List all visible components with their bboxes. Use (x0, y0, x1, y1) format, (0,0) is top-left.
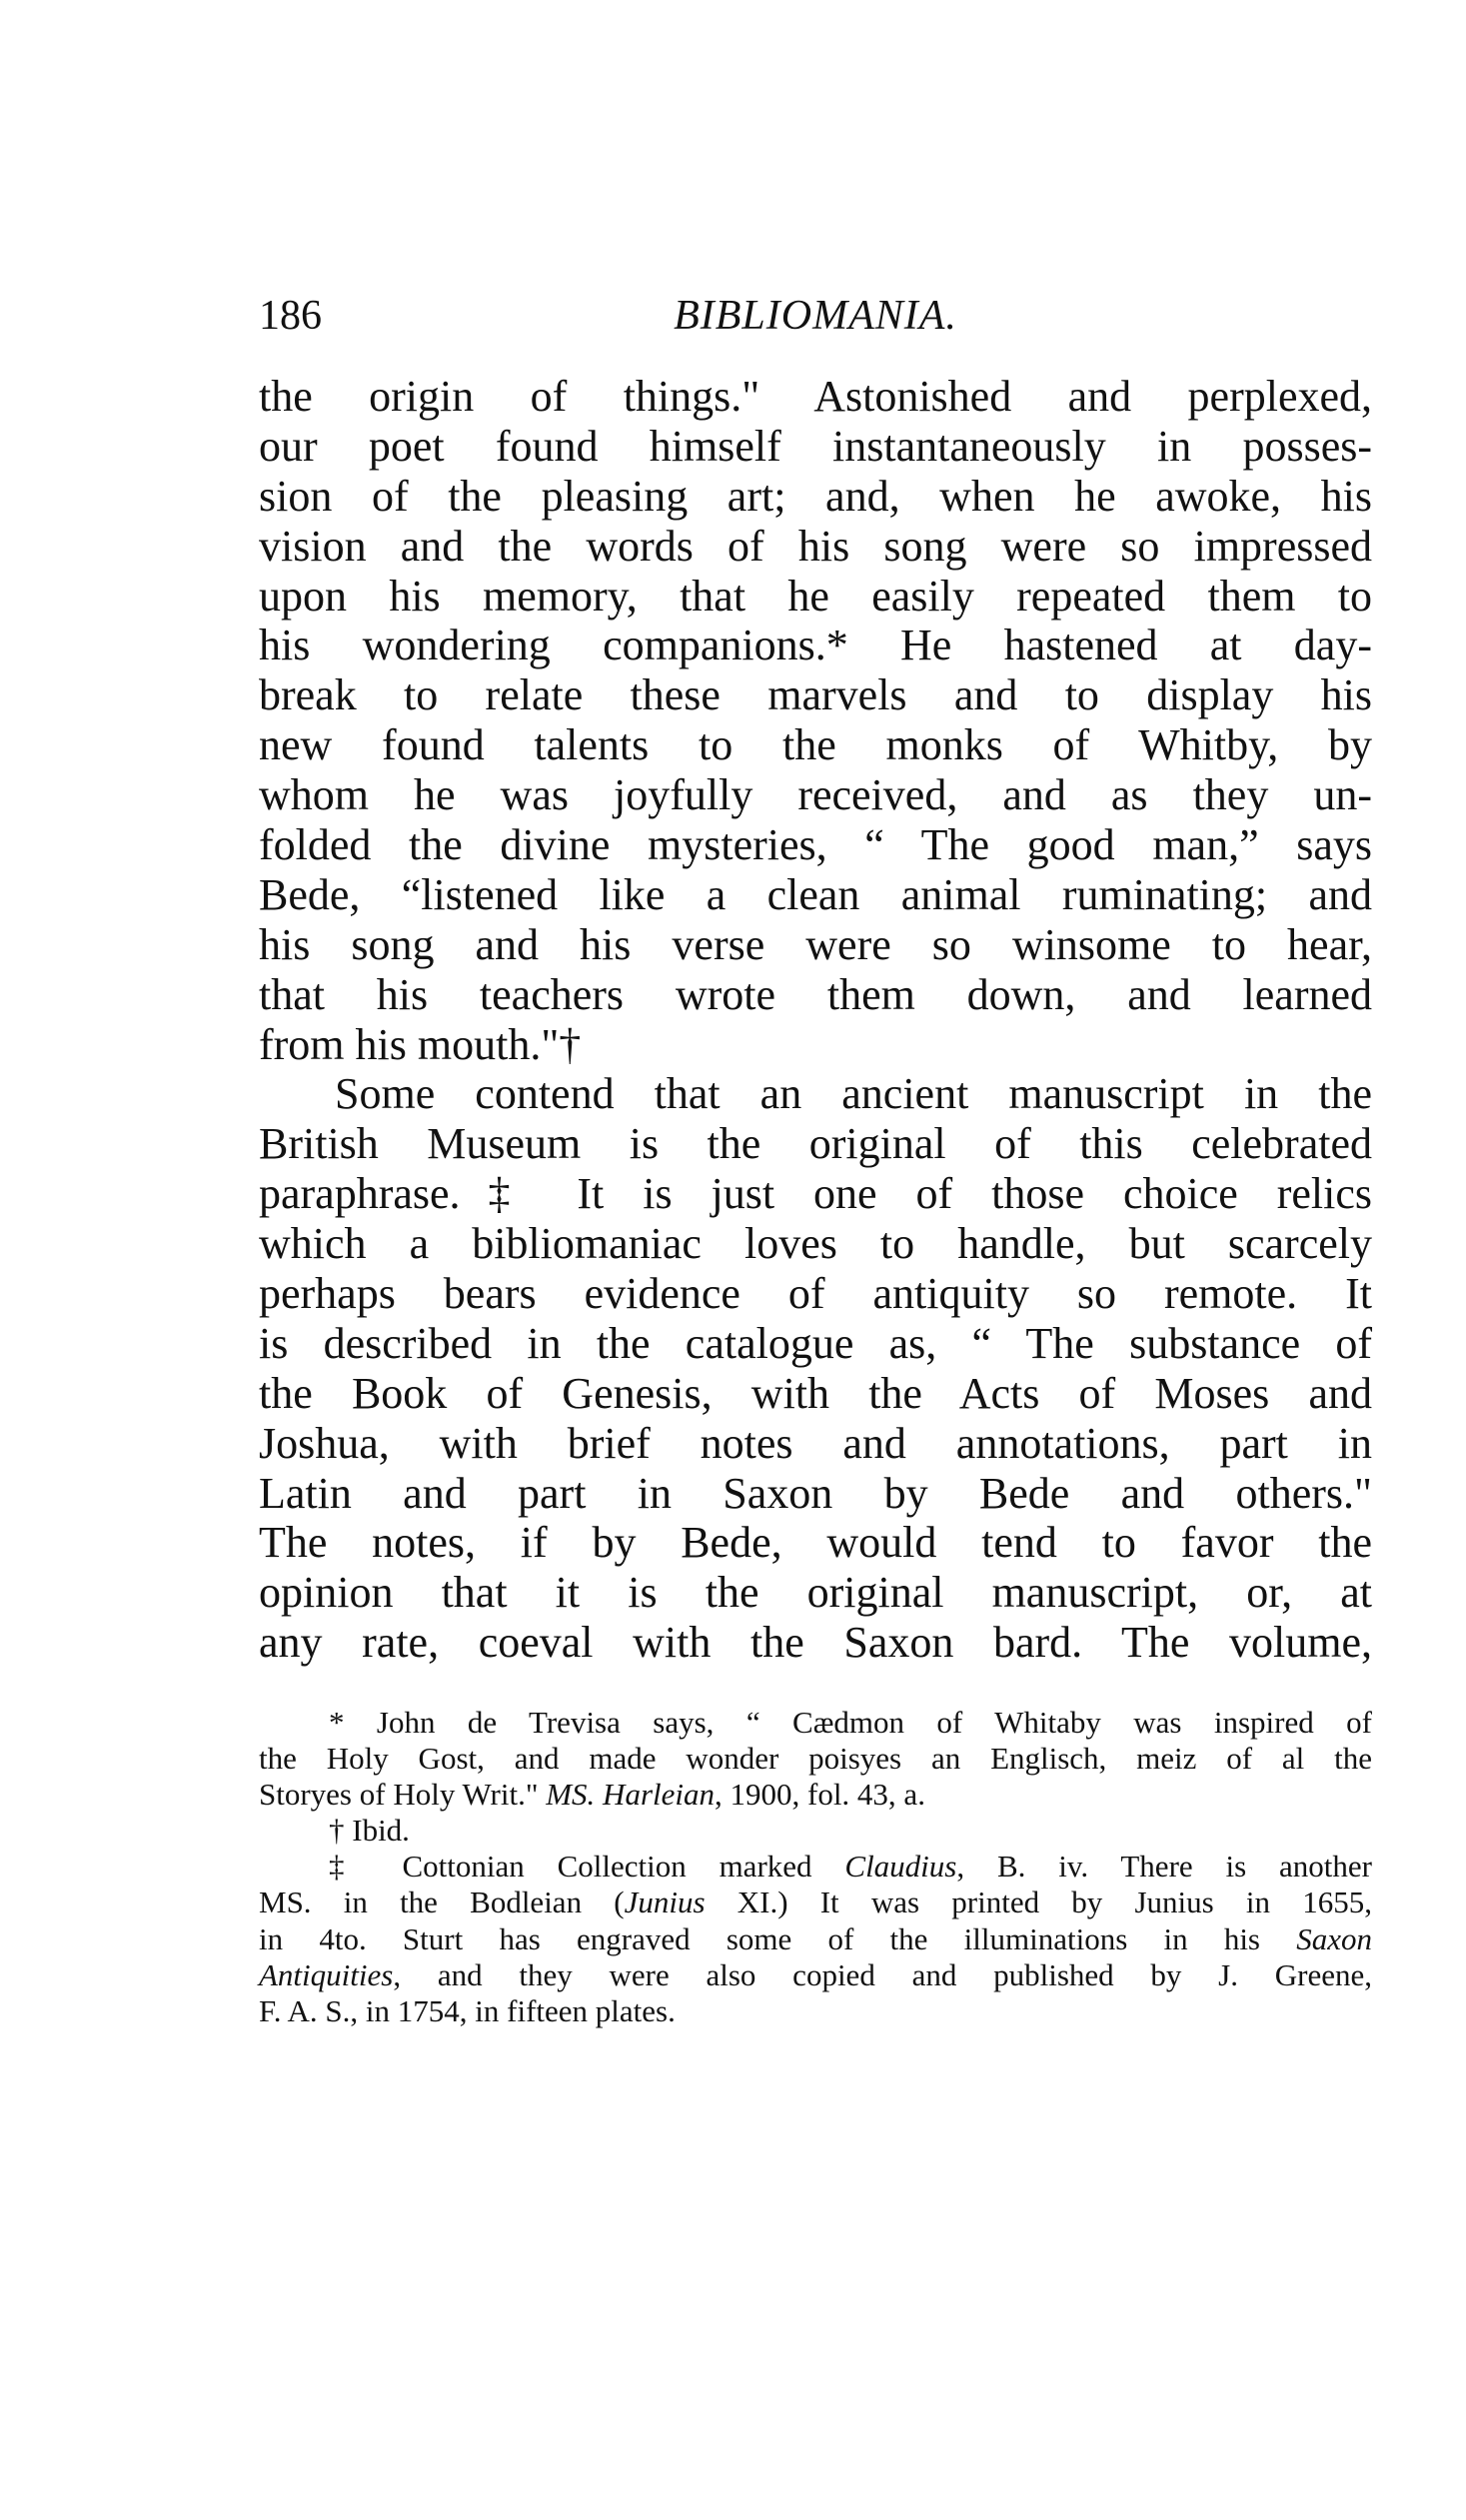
text-line: his song and his verse were so winsome to hear, (259, 919, 1372, 969)
text-line: the Book of Genesis, with the Acts of Moses and (259, 1368, 1372, 1418)
text-line: Some contend that an ancient manuscript in the (335, 1069, 1372, 1119)
italic-text: Junius (624, 1885, 706, 1920)
text-line: the origin of things." Astonished and perplexed, (259, 372, 1372, 421)
footnote-line (259, 1849, 1372, 1885)
text-line: whom he was joyfully received, and as they un- (259, 770, 1372, 820)
text-line: break to relate these marvels and to display his (259, 670, 1372, 720)
text-line: folded the divine mysteries, “ The good man,” says (259, 820, 1372, 870)
footnote-line (259, 1813, 1372, 1849)
body-text (259, 372, 1372, 1668)
footnote-line (259, 1741, 1372, 1777)
text-line: new found talents to the monks of Whitby, by (259, 720, 1372, 770)
page-number: 186 (259, 293, 322, 339)
text-line: British Museum is the original of this celebrated (259, 1119, 1372, 1169)
text-line: is described in the catalogue as, “ The substance of (259, 1318, 1372, 1368)
text-line: opinion that it is the original manuscript, or, at (259, 1568, 1372, 1618)
italic-text: Antiquities (259, 1956, 394, 1992)
footnote-text: * John de Trevisa says, “ Cædmon of Whitaby was inspired of (329, 1705, 1372, 1740)
text-line: his wondering companions.* He hastened at day- (259, 621, 1372, 670)
italic-text: Saxon (1296, 1920, 1372, 1956)
footnote-text: ‡ Cottonian Collection marked (329, 1849, 845, 1885)
text-line: sion of the pleasing art; and, when he awoke, his (259, 471, 1372, 521)
footnote-text: , 1900, fol. 43, a. (715, 1777, 925, 1813)
footnote-text: , B. iv. There is another (956, 1849, 1372, 1885)
text-line: our poet found himself instantaneously in posses- (259, 421, 1372, 471)
footnote-line (259, 1777, 1372, 1813)
footnote-line (259, 1705, 1372, 1741)
footnote-line (259, 1957, 1372, 1993)
text-line: from his mouth."† (259, 1019, 582, 1069)
text-line: Bede, “listened like a clean animal ruminating; and (259, 869, 1372, 919)
text-line: vision and the words of his song were so impressed (259, 521, 1372, 571)
italic-text: Claudius (844, 1849, 957, 1885)
running-title: BIBLIOMANIA. (674, 293, 957, 339)
footnote-text: † Ibid. (329, 1813, 410, 1849)
footnote-text: MS. in the Bodleian ( (259, 1885, 625, 1920)
footnote-line (259, 1993, 1372, 2029)
text-line: Latin and part in Saxon by Bede and others." (259, 1468, 1372, 1518)
page-header (259, 292, 1372, 346)
text-line: paraphrase.‡ It is just one of those choice relics (259, 1169, 1372, 1219)
footnote-text: the Holy Gost, and made wonder poisyes an Englisch, meiz of al the (259, 1741, 1372, 1777)
text-line: Joshua, with brief notes and annotations, part in (259, 1418, 1372, 1468)
footnote-line (259, 1885, 1372, 1920)
footnote-text: , and they were also copied and published by J. Greene, (393, 1956, 1372, 1992)
text-line: perhaps bears evidence of antiquity so remote. It (259, 1269, 1372, 1319)
text-line: upon his memory, that he easily repeated them to (259, 571, 1372, 621)
footnote-text: F. A. S., in 1754, in fifteen plates. (259, 1992, 676, 2028)
footnote-line (259, 1921, 1372, 1957)
text-line: The notes, if by Bede, would tend to favor the (259, 1518, 1372, 1568)
text-line: that his teachers wrote them down, and learned (259, 969, 1372, 1019)
italic-text: MS. Harleian (546, 1777, 715, 1813)
footnote-text: in 4to. Sturt has engraved some of the illuminations in his (259, 1920, 1297, 1956)
text-line: any rate, coeval with the Saxon bard. The volume, (259, 1618, 1372, 1668)
footnotes (259, 1705, 1372, 2029)
text-line: which a bibliomaniac loves to handle, but scarcely (259, 1219, 1372, 1269)
footnote-text: XI.) It was printed by Junius in 1655, (705, 1885, 1372, 1920)
footnote-text: Storyes of Holy Writ." (259, 1777, 547, 1813)
